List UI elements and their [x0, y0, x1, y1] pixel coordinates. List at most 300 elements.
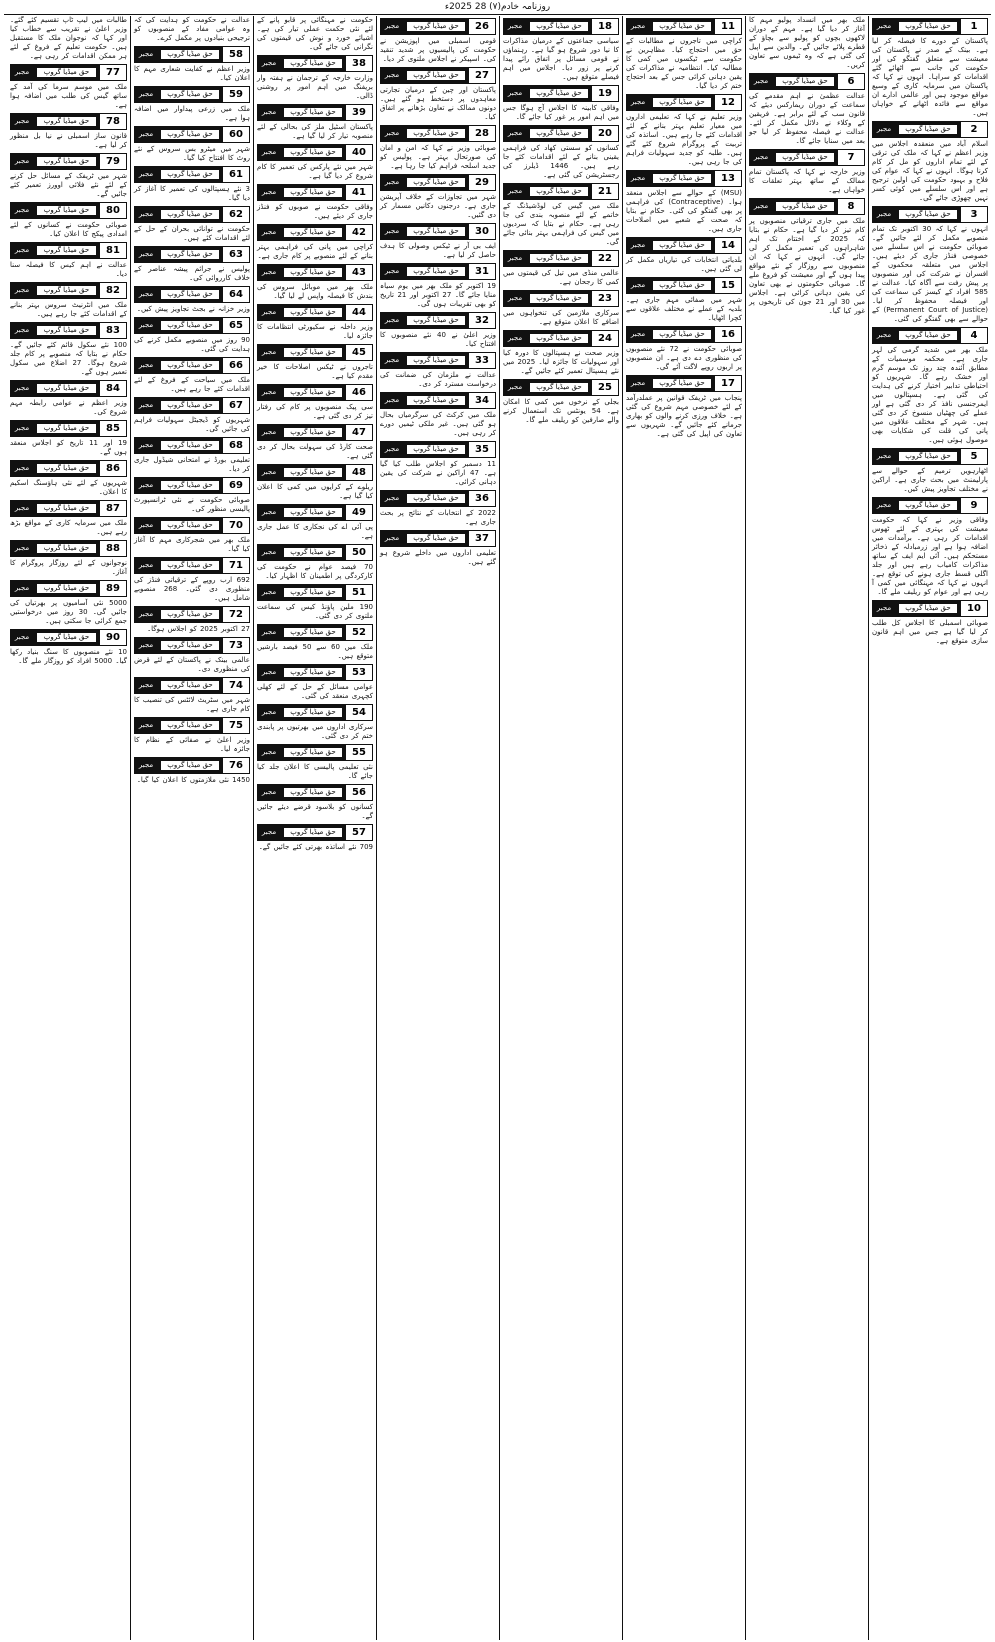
news-item-header — [257, 184, 373, 201]
news-item-number: 48 — [346, 465, 372, 480]
news-item-number: 72 — [223, 607, 249, 622]
news-item-label: حق میڈیا گروپ — [529, 128, 589, 139]
news-item-label: حق میڈیا گروپ — [160, 720, 220, 731]
news-item — [10, 322, 127, 377]
news-item — [626, 277, 742, 323]
news-item — [872, 600, 988, 646]
news-item — [257, 144, 373, 181]
news-item-header — [10, 153, 127, 170]
news-item-tag: مجبر — [261, 628, 277, 636]
news-item — [257, 464, 373, 501]
news-item-number: 49 — [346, 505, 372, 520]
news-item — [503, 290, 619, 327]
news-item-body: پاکستان اور چین کے درمیان تجارتی معاہدوں پر دستخط ہو گئے ہیں۔ دونوں ممالک نے تعاون بڑھانے پر اتفاق کیا۔ — [380, 86, 496, 121]
news-item — [10, 282, 127, 319]
news-item-body: وفاقی وزیر نے کہا کہ حکومت معیشت کی بہتری کے لئے ٹھوس اقدامات کر رہی ہے۔ برآمدات میں اضافہ ہوا ہے اور زرمبادلہ کے ذخائر مستحکم ہیں۔ آئی ایم ایف کے ساتھ مذاکرات کامیاب رہے ہیں اور جلد اگلی قسط جاری ہونے کی توقع ہے۔ انہوں نے کہا کہ مہنگائی میں کمی آ رہی ہے اور عوام کو ریلیف ملے گا۔ — [872, 516, 988, 596]
news-item-header — [380, 263, 496, 280]
news-item-body: 70 فیصد عوام نے حکومت کی کارکردگی پر اطمینان کا اظہار کیا۔ — [257, 563, 373, 580]
news-item-body: تعلیمی اداروں میں داخلے شروع ہو گئے ہیں۔ — [380, 549, 496, 566]
news-item-number: 13 — [715, 171, 741, 186]
news-item-header — [380, 18, 496, 35]
news-column — [253, 16, 376, 1640]
news-item-tag: مجبر — [261, 228, 277, 236]
news-item-label: حق میڈیا گروپ — [652, 173, 712, 184]
news-item-header — [134, 126, 250, 143]
news-item-label: حق میڈیا گروپ — [529, 186, 589, 197]
news-item-body: صحت کارڈ کی سہولت بحال کر دی گئی ہے۔ — [257, 443, 373, 460]
news-item-tag: مجبر — [261, 828, 277, 836]
news-item — [257, 384, 373, 421]
news-item — [10, 113, 127, 150]
news-item-body: عدالت نے اہم کیس کا فیصلہ سنا دیا۔ — [10, 261, 127, 278]
news-item — [134, 206, 250, 243]
news-item-tag: مجبر — [384, 494, 400, 502]
news-item-body: طالبات میں لیپ ٹاپ تقسیم کئے گئے۔ وزیر اعلیٰ نے تقریب سے خطاب کیا اور کہا کہ نوجوان ملک کا مستقبل ہیں۔ حکومت تعلیم کے فروغ کے لئے ہر ممکن اقدامات کر رہی ہے۔ — [10, 16, 127, 60]
news-item-header — [380, 223, 496, 240]
news-item-tag: مجبر — [138, 521, 154, 529]
news-item-tag: مجبر — [753, 153, 769, 161]
news-item-label: حق میڈیا گروپ — [406, 177, 466, 188]
news-item-tag: مجبر — [507, 254, 523, 262]
news-item-body: شہر میں نئے پارکس کی تعمیر کا کام شروع کر دیا گیا ہے۔ — [257, 163, 373, 180]
news-item-tag: مجبر — [138, 130, 154, 138]
news-item-body: 5000 نئی آسامیوں پر بھرتیاں کی جائیں گی۔ 30 روز میں درخواستیں جمع کرائی جا سکتی ہیں۔ — [10, 599, 127, 625]
news-item-number: 34 — [469, 393, 495, 408]
news-item-body: وزیر اعظم نے کفایت شعاری مہم کا اعلان کیا۔ — [134, 65, 250, 82]
news-item-label: حق میڈیا گروپ — [283, 547, 343, 558]
news-item-number: 23 — [592, 291, 618, 306]
news-item-number: 71 — [223, 558, 249, 573]
news-item-label: حق میڈیا گروپ — [898, 330, 958, 341]
news-item-label: حق میڈیا گروپ — [652, 329, 712, 340]
news-item-number: 16 — [715, 327, 741, 342]
news-item-label: حق میڈیا گروپ — [898, 603, 958, 614]
news-item-number: 14 — [715, 238, 741, 253]
news-item-tag: مجبر — [507, 22, 523, 30]
news-item-tag: مجبر — [261, 468, 277, 476]
news-item-header — [626, 18, 742, 35]
news-item-number: 29 — [469, 175, 495, 190]
news-item-header — [134, 677, 250, 694]
news-item-body: ملک بھر میں موبائل سروس کی بندش کا فیصلہ واپس لے لیا گیا۔ — [257, 283, 373, 300]
news-item-label: حق میڈیا گروپ — [283, 227, 343, 238]
news-item-number: 58 — [223, 47, 249, 62]
news-item-number: 24 — [592, 331, 618, 346]
news-item-number: 60 — [223, 127, 249, 142]
news-item-number: 65 — [223, 318, 249, 333]
news-item-header — [380, 67, 496, 84]
news-item-header — [257, 544, 373, 561]
news-item-body: وزیر تعلیم نے کہا کہ تعلیمی اداروں میں معیار تعلیم بہتر بنانے کے لئے اقدامات کئے جا رہے ہیں۔ اساتذہ کی تربیت کے پروگرام شروع کئے گئے ہیں۔ طلبہ کو جدید سہولیات فراہم کی جا رہی ہیں۔ — [626, 113, 742, 166]
news-item-header — [626, 237, 742, 254]
news-item — [257, 104, 373, 141]
news-item — [380, 125, 496, 171]
news-item-tag: مجبر — [630, 174, 646, 182]
news-item-number: 15 — [715, 278, 741, 293]
news-item-body: اٹھارہویں ترمیم کے حوالے سے پارلیمنٹ میں بحث جاری ہے۔ اراکین نے مختلف تجاویز پیش کیں۔ — [872, 467, 988, 493]
news-item-number: 90 — [100, 630, 126, 645]
news-item-body: شہریوں کو ڈیجیٹل سہولیات فراہم کی جائیں گی۔ — [134, 416, 250, 433]
news-item-header — [134, 437, 250, 454]
news-item-header — [257, 424, 373, 441]
news-item-number: 3 — [961, 207, 987, 222]
news-item-body: عوامی مسائل کے حل کے لئے کھلی کچہری منعقد کی گئی۔ — [257, 683, 373, 700]
news-item — [134, 437, 250, 474]
news-item-label: حق میڈیا گروپ — [406, 315, 466, 326]
news-item — [380, 174, 496, 220]
news-item-label: حق میڈیا گروپ — [160, 49, 220, 60]
news-item-body: ملک میں گیس کی لوڈشیڈنگ کے خاتمے کے لئے منصوبہ بندی کی جا رہی ہے۔ حکام نے بتایا کہ سردیوں میں گیس کی فراہمی بہتر بنائی جائے گی۔ — [503, 202, 619, 246]
news-item-body: 100 نئے سکول قائم کئے جائیں گے۔ حکام نے بتایا کہ منصوبے پر کام جلد شروع ہوگا۔ 27 اضلاع میں سکول تعمیر ہوں گے۔ — [10, 341, 127, 376]
news-item-body: 90 روز میں منصوبے مکمل کرنے کی ہدایت کی گئی۔ — [134, 336, 250, 353]
news-item-body: عدالت نے حکومت کو ہدایت کی کہ وہ عوامی مفاد کے منصوبوں کو ترجیحی بنیادوں پر مکمل کرے۔ — [134, 16, 250, 42]
news-item-body: وزیر داخلہ نے سکیورٹی انتظامات کا جائزہ لیا۔ — [257, 323, 373, 340]
news-item-label: حق میڈیا گروپ — [160, 360, 220, 371]
news-item-label: حق میڈیا گروپ — [36, 543, 97, 554]
news-item-label: حق میڈیا گروپ — [775, 152, 835, 163]
news-item-header — [134, 286, 250, 303]
news-item-body: صوبائی حکومت نے نئی ٹرانسپورٹ پالیسی منظور کی۔ — [134, 496, 250, 513]
news-item-number: 87 — [100, 501, 126, 516]
news-item-label: حق میڈیا گروپ — [36, 245, 97, 256]
news-item-label: حق میڈیا گروپ — [406, 493, 466, 504]
news-item-header — [134, 46, 250, 63]
news-item — [872, 206, 988, 324]
news-item-header — [257, 104, 373, 121]
news-item — [380, 530, 496, 567]
news-item-label: حق میڈیا گروپ — [529, 21, 589, 32]
news-item-tag: مجبر — [507, 294, 523, 302]
news-item — [380, 312, 496, 349]
news-item-number: 2 — [961, 122, 987, 137]
news-item-tag: مجبر — [261, 708, 277, 716]
news-item-label: حق میڈیا گروپ — [160, 520, 220, 531]
news-item — [257, 824, 373, 852]
news-item-tag: مجبر — [876, 210, 892, 218]
news-item-label: حق میڈیا گروپ — [36, 503, 97, 514]
news-item-header — [10, 580, 127, 597]
news-item-header — [503, 379, 619, 396]
news-item — [380, 352, 496, 389]
news-item-body: پاکستان کے دورے کا فیصلہ کر لیا ہے۔ بینک کے صدر نے پاکستان کی معیشت سے متعلق گفتگو کی اور حکومت کی جانب سے اٹھائے گئے اقدامات کو سراہا۔ انہوں نے کہا کہ پاکستان میں سرمایہ کاری کے وسیع مواقع موجود ہیں اور عالمی ادارے ان مواقع سے فائدہ اٹھانے کے خواہاں ہیں۔ — [872, 37, 988, 117]
news-item-header — [10, 242, 127, 259]
news-item-body: 19 اور 11 تاریخ کو اجلاس منعقد ہوں گے۔ — [10, 439, 127, 456]
news-item — [380, 490, 496, 527]
news-item — [134, 16, 250, 43]
news-item-tag: مجبر — [14, 584, 30, 592]
news-item-header — [10, 322, 127, 339]
news-item — [503, 85, 619, 122]
news-item-number: 64 — [223, 287, 249, 302]
news-item-label: حق میڈیا گروپ — [283, 307, 343, 318]
news-item-tag: مجبر — [630, 281, 646, 289]
news-item-label: حق میڈیا گروپ — [529, 88, 589, 99]
news-item — [257, 704, 373, 741]
news-item — [257, 424, 373, 461]
news-item — [10, 629, 127, 666]
news-item-body: وفاقی کابینہ کا اجلاس آج ہوگا جس میں اہم امور پر غور کیا جائے گا۔ — [503, 104, 619, 121]
news-item-tag: مجبر — [261, 748, 277, 756]
news-item-body: 11 دسمبر کو اجلاس طلب کیا گیا ہے۔ 47 اراکین نے شرکت کی یقین دہانی کرائی۔ — [380, 460, 497, 486]
news-column — [868, 16, 991, 1640]
news-item-label: حق میڈیا گروپ — [160, 760, 220, 771]
news-item-body: 709 نئے اساتذہ بھرتی کئے جائیں گے۔ — [258, 843, 373, 851]
news-item-label: حق میڈیا گروپ — [36, 67, 97, 78]
news-item — [626, 375, 742, 439]
news-item-body: قومی اسمبلی میں اپوزیشن نے حکومت کی پالیسیوں پر شدید تنقید کی۔ اسپیکر نے اجلاس ملتوی کر دیا۔ — [380, 37, 496, 63]
news-columns — [4, 16, 991, 1640]
news-column — [7, 16, 130, 1640]
news-item-label: حق میڈیا گروپ — [652, 21, 712, 32]
news-item-tag: مجبر — [384, 71, 400, 79]
news-item-label: حق میڈیا گروپ — [283, 387, 343, 398]
news-item-body: کسانوں کو بلاسود قرضے دیئے جائیں گے۔ — [257, 803, 373, 820]
news-item-body: 3 نئے ہسپتالوں کی تعمیر کا آغاز کر دیا گیا۔ — [134, 185, 250, 202]
news-item — [257, 184, 373, 221]
news-item — [10, 420, 127, 457]
news-item-body: حکومت نے مہنگائی پر قابو پانے کے لئے نئی حکمت عملی تیار کی ہے۔ اشیائے خورد و نوش کی قیمتوں کی نگرانی کی جائے گی۔ — [257, 16, 373, 51]
news-item-header — [626, 375, 742, 392]
news-item-header — [10, 380, 127, 397]
news-item-label: حق میڈیا گروپ — [898, 21, 958, 32]
news-item — [10, 64, 127, 110]
news-item-label: حق میڈیا گروپ — [283, 507, 343, 518]
news-item-label: حق میڈیا گروپ — [36, 116, 97, 127]
news-item-label: حق میڈیا گروپ — [529, 382, 589, 393]
news-item-body: صوبائی حکومت نے کسانوں کے لئے امدادی پیکج کا اعلان کیا۔ — [10, 221, 127, 238]
news-item-label: حق میڈیا گروپ — [36, 583, 97, 594]
news-item-body: وزیر اعظم نے عوامی رابطہ مہم شروع کی۔ — [10, 399, 127, 416]
news-item-label: حق میڈیا گروپ — [36, 463, 97, 474]
news-item-tag: مجبر — [138, 610, 154, 618]
news-item — [749, 73, 865, 146]
news-item-number: 84 — [100, 381, 126, 396]
news-item-tag: مجبر — [261, 508, 277, 516]
news-item — [134, 606, 250, 634]
news-item-number: 82 — [100, 283, 126, 298]
news-item-tag: مجبر — [384, 227, 400, 235]
news-item — [257, 624, 373, 661]
news-item-label: حق میڈیا گروپ — [406, 444, 466, 455]
news-item-label: حق میڈیا گروپ — [160, 129, 220, 140]
news-item — [380, 441, 496, 487]
news-item-number: 86 — [100, 461, 126, 476]
news-item-body: وزارت خارجہ کے ترجمان نے ہفتہ وار بریفنگ میں اہم امور پر روشنی ڈالی۔ — [257, 74, 373, 100]
news-item-number: 73 — [223, 638, 249, 653]
news-item-header — [503, 85, 619, 102]
news-item-label: حق میڈیا گروپ — [898, 500, 958, 511]
news-item-number: 31 — [469, 264, 495, 279]
news-item-header — [872, 448, 988, 465]
news-item-tag: مجبر — [261, 268, 277, 276]
news-item-tag: مجبر — [384, 396, 400, 404]
news-item-body: 1450 نئی ملازمتوں کا اعلان کیا گیا۔ — [136, 776, 250, 784]
news-item-body: پولیس نے جرائم پیشہ عناصر کے خلاف کارروائی کی۔ — [134, 265, 250, 282]
news-item-body: صوبائی اسمبلی کا اجلاس کل طلب کر لیا گیا ہے جس میں اہم قانون سازی متوقع ہے۔ — [872, 619, 988, 645]
news-item-label: حق میڈیا گروپ — [652, 240, 712, 251]
news-item-tag: مجبر — [753, 202, 769, 210]
news-item-number: 1 — [961, 19, 987, 34]
news-item-tag: مجبر — [876, 125, 892, 133]
news-item — [257, 264, 373, 301]
news-item-number: 76 — [223, 758, 249, 773]
news-item-tag: مجبر — [138, 681, 154, 689]
news-item-label: حق میڈیا گروپ — [406, 128, 466, 139]
news-item-body: عدالت عظمیٰ نے اہم مقدمے کی سماعت کے دوران ریمارکس دیئے کہ قانون سب کے لئے برابر ہے۔ فریقین کے وکلاء نے دلائل مکمل کر لئے۔ عدالت نے فیصلہ محفوظ کر لیا جو بعد میں سنایا جائے گا۔ — [749, 92, 865, 145]
news-item — [10, 580, 127, 626]
news-item-header — [380, 490, 496, 507]
news-item-header — [257, 304, 373, 321]
news-item-tag: مجبر — [384, 22, 400, 30]
news-item — [134, 317, 250, 354]
news-item-number: 61 — [223, 167, 249, 182]
news-item-tag: مجبر — [261, 668, 277, 676]
news-item — [10, 380, 127, 417]
news-item-label: حق میڈیا گروپ — [36, 285, 97, 296]
news-item-label: حق میڈیا گروپ — [898, 209, 958, 220]
news-item-number: 89 — [100, 581, 126, 596]
news-item — [134, 557, 250, 603]
news-item-label: حق میڈیا گروپ — [652, 280, 712, 291]
news-item-tag: مجبر — [630, 379, 646, 387]
news-item-body: انہوں نے کہا کہ 30 اکتوبر تک تمام منصوبے مکمل کر لئے جائیں گے۔ صوبائی حکومت نے اس سلسلے میں خصوصی فنڈز جاری کر دیئے ہیں۔ اجلاس میں متعلقہ محکموں کے افسران نے شرکت کی اور منصوبوں پر پیش رفت سے آگاہ کیا۔ عدالت نے 585 افراد کے کیسز کی سماعت کی اور فیصلہ محفوظ کر لیا۔ (Permanent Court of Justice) کے حوالے سے بھی گفتگو کی گئی۔ — [872, 225, 989, 323]
news-item-label: حق میڈیا گروپ — [36, 383, 97, 394]
news-item-number: 74 — [223, 678, 249, 693]
news-item-body: نوجوانوں کے لئے روزگار پروگرام کا آغاز۔ — [10, 559, 127, 576]
news-item-tag: مجبر — [14, 544, 30, 552]
news-item-number: 18 — [592, 19, 618, 34]
news-item — [134, 86, 250, 123]
news-item-number: 28 — [469, 126, 495, 141]
news-item — [872, 497, 988, 597]
news-item-tag: مجبر — [261, 59, 277, 67]
news-item-label: حق میڈیا گروپ — [283, 147, 343, 158]
news-column — [376, 16, 499, 1640]
news-item — [380, 67, 496, 122]
news-item-tag: مجبر — [14, 206, 30, 214]
news-item-header — [10, 420, 127, 437]
news-item — [134, 477, 250, 514]
news-item-number: 85 — [100, 421, 126, 436]
news-item-body: ملک میں 60 سے 50 فیصد بارشیں متوقع ہیں۔ — [257, 643, 373, 660]
news-item-tag: مجبر — [138, 721, 154, 729]
news-item — [10, 242, 127, 279]
news-item-number: 62 — [223, 207, 249, 222]
news-item-number: 52 — [346, 625, 372, 640]
news-item-tag: مجبر — [261, 188, 277, 196]
news-item-body: کراچی میں پانی کی فراہمی بہتر بنانے کے لئے منصوبے پر کام جاری ہے۔ — [257, 243, 373, 260]
news-item-label: حق میڈیا گروپ — [283, 107, 343, 118]
news-item-header — [872, 206, 988, 223]
news-item-tag: مجبر — [384, 267, 400, 275]
news-item — [134, 677, 250, 714]
news-item — [626, 326, 742, 372]
news-item — [257, 584, 373, 621]
news-item-body: ملک بھر میں انسداد پولیو مہم کا آغاز کر دیا گیا ہے۔ مہم کے دوران لاکھوں بچوں کو پولیو سے بچاؤ کے قطرے پلائے جائیں گے۔ والدین سے اپیل کی گئی ہے کہ وہ ٹیموں سے تعاون کریں۔ — [749, 16, 865, 69]
news-item-label: حق میڈیا گروپ — [775, 201, 835, 212]
news-item-tag: مجبر — [138, 170, 154, 178]
news-item — [380, 392, 496, 438]
news-item-number: 50 — [346, 545, 372, 560]
news-item-tag: مجبر — [14, 246, 30, 254]
news-item — [503, 250, 619, 287]
news-item-body: 190 ملین پاؤنڈ کیس کی سماعت ملتوی کر دی گئی۔ — [257, 603, 373, 620]
news-item-body: شہر میں صفائی مہم جاری ہے۔ بلدیہ کے عملے نے مختلف علاقوں سے کچرا اٹھایا۔ — [626, 296, 742, 322]
news-item-body: ملک میں انٹرنیٹ سروس بہتر بنانے کے اقدامات کئے جا رہے ہیں۔ — [10, 301, 127, 318]
news-item-body: ملک میں کرکٹ کی سرگرمیاں بحال ہو گئی ہیں۔ غیر ملکی ٹیمیں دورے کر رہی ہیں۔ — [380, 411, 496, 437]
news-item-header — [257, 664, 373, 681]
news-item-number: 4 — [961, 328, 987, 343]
news-item-tag: مجبر — [14, 633, 30, 641]
news-item-number: 25 — [592, 380, 618, 395]
news-item-body: (MSU) کے حوالے سے اجلاس منعقد ہوا۔ (Contraceptive) کی فراہمی پر بھی گفتگو کی گئی۔ حکام نے بتایا کہ صحت کے شعبے میں اصلاحات جاری ہیں۔ — [626, 189, 742, 233]
masthead-rule — [4, 14, 991, 15]
news-item-body: سرکاری ملازمین کی تنخواہوں میں اضافے کا اعلان متوقع ہے۔ — [503, 309, 619, 326]
news-item-tag: مجبر — [14, 68, 30, 76]
news-item-header — [626, 326, 742, 343]
news-item — [380, 18, 496, 64]
news-item-tag: مجبر — [261, 348, 277, 356]
news-item-body: ریلوے کے کرایوں میں کمی کا اعلان کیا گیا ہے۔ — [257, 483, 373, 500]
news-item-tag: مجبر — [138, 401, 154, 409]
news-item-body: کراچی میں تاجروں نے مطالبات کے حق میں احتجاج کیا۔ مظاہرین نے حکومت سے ٹیکسوں میں کمی کا مطالبہ کیا۔ انتظامیہ نے مذاکرات کی یقین دہانی کرائی جس کے بعد احتجاج ختم کر دیا گیا۔ — [626, 37, 742, 90]
news-item-number: 77 — [100, 65, 126, 80]
news-item-number: 80 — [100, 203, 126, 218]
news-item-header — [134, 717, 250, 734]
news-item-label: حق میڈیا گروپ — [283, 347, 343, 358]
news-item-tag: مجبر — [630, 22, 646, 30]
news-item-body: سی پیک منصوبوں پر کام کی رفتار تیز کر دی گئی ہے۔ — [257, 403, 373, 420]
news-item-number: 55 — [346, 745, 372, 760]
news-item-body: ملک میں سرمایہ کاری کے مواقع بڑھ رہے ہیں۔ — [10, 519, 127, 536]
news-item-body: شہر میں سٹریٹ لائٹس کی تنصیب کا کام جاری ہے۔ — [134, 696, 250, 713]
news-item-body: ملک میں سیاحت کے فروغ کے لئے اقدامات کئے جا رہے ہیں۔ — [134, 376, 250, 393]
news-item-header — [134, 246, 250, 263]
news-item-body: حکومت نے توانائی بحران کے حل کے لئے اقدامات کئے ہیں۔ — [134, 225, 250, 242]
news-item-number: 68 — [223, 438, 249, 453]
news-item-tag: مجبر — [14, 157, 30, 165]
news-item-label: حق میڈیا گروپ — [160, 480, 220, 491]
news-item — [626, 94, 742, 167]
news-item-number: 17 — [715, 376, 741, 391]
news-item-number: 35 — [469, 442, 495, 457]
news-item-label: حق میڈیا گروپ — [283, 187, 343, 198]
news-item-tag: مجبر — [876, 501, 892, 509]
news-column — [622, 16, 745, 1640]
news-item — [257, 664, 373, 701]
news-item-header — [257, 584, 373, 601]
news-item-header — [257, 55, 373, 72]
news-item-body: ملک بھر میں شجرکاری مہم کا آغاز کیا گیا۔ — [134, 536, 250, 553]
news-item-body: قانون ساز اسمبلی نے نیا بل منظور کر لیا ہے۔ — [10, 132, 127, 149]
news-item-tag: مجبر — [261, 428, 277, 436]
news-item-header — [257, 144, 373, 161]
news-item-header — [380, 125, 496, 142]
news-item-number: 69 — [223, 478, 249, 493]
news-item — [134, 126, 250, 163]
news-item-label: حق میڈیا گروپ — [160, 320, 220, 331]
news-item-header — [10, 64, 127, 81]
news-item-header — [257, 264, 373, 281]
news-item-tag: مجبر — [384, 316, 400, 324]
news-item-label: حق میڈیا گروپ — [36, 156, 97, 167]
news-item-label: حق میڈیا گروپ — [36, 205, 97, 216]
news-item-tag: مجبر — [384, 445, 400, 453]
news-item — [257, 55, 373, 101]
news-item-body: ملک میں جاری ترقیاتی منصوبوں پر کام تیز کر دیا گیا ہے۔ حکام نے بتایا کہ 2025 کے اختتام تک اہم شاہراہوں کی تعمیر مکمل کر لی جائے گی۔ انہوں نے کہا کہ ان منصوبوں سے روزگار کے نئے مواقع پیدا ہوں گے اور معیشت کو فروغ ملے گا۔ صوبائی حکومتوں نے بھی تعاون کی یقین دہانی کرائی ہے۔ اجلاس میں 30 اور 21 جون کی تاریخوں پر غور کیا گیا۔ — [749, 217, 865, 315]
news-item-body: وزیر صحت نے ہسپتالوں کا دورہ کیا اور سہولیات کا جائزہ لیا۔ 2025 میں نئے ہسپتال تعمیر کئے جائیں گے۔ — [503, 349, 620, 375]
news-item-header — [10, 113, 127, 130]
